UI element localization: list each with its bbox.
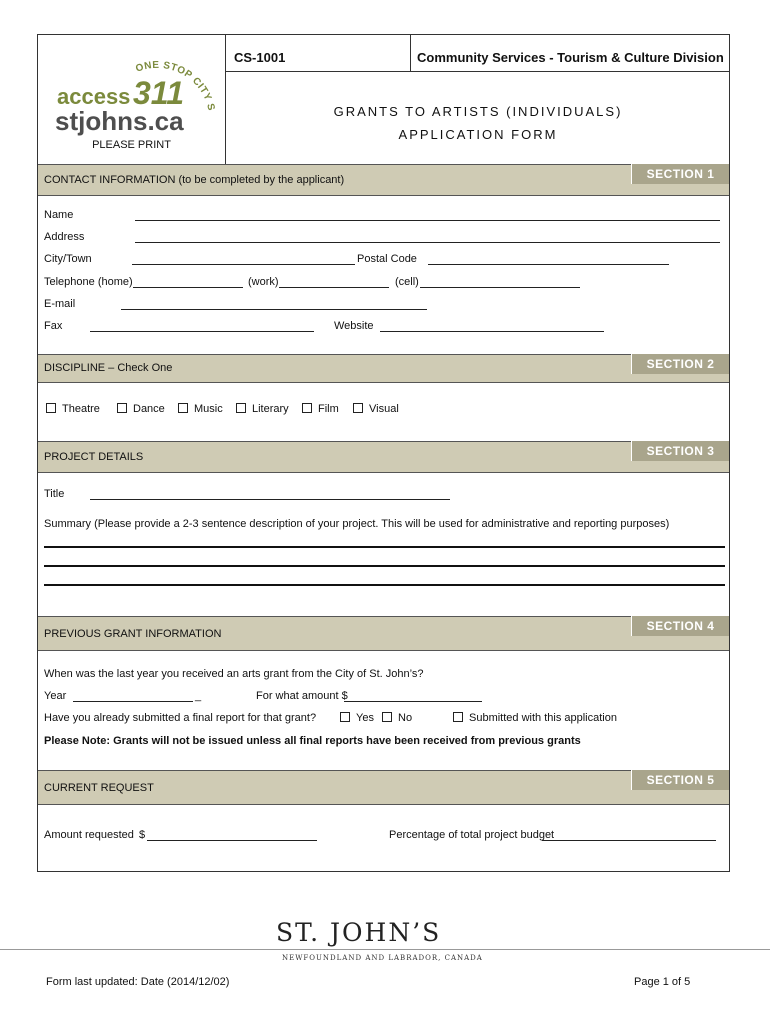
section1-tab: SECTION 1 — [631, 164, 729, 184]
logo-stjohns: stjohns.ca — [55, 106, 184, 136]
percentage-label: Percentage of total project budget — [389, 829, 555, 841]
st-johns-subtitle: NEWFOUNDLAND AND LABRADOR, CANADA — [282, 954, 483, 962]
address-label: Address — [44, 231, 85, 243]
checkbox-icon[interactable] — [453, 712, 463, 722]
tel-home-label: Telephone (home) — [44, 276, 133, 288]
discipline-theatre[interactable]: Theatre — [46, 403, 100, 415]
section4-label: PREVIOUS GRANT INFORMATION — [44, 628, 222, 640]
year-field[interactable] — [73, 701, 193, 702]
year-label: Year — [44, 690, 67, 702]
email-label: E-mail — [44, 298, 76, 310]
section1-label: CONTACT INFORMATION (to be completed by the applicant) — [44, 174, 345, 186]
section3-tab: SECTION 3 — [631, 441, 729, 461]
tel-work-field[interactable] — [279, 287, 389, 288]
section1-band — [38, 164, 729, 196]
checkbox-icon[interactable] — [353, 403, 363, 413]
final-report-submitted[interactable]: Submitted with this application — [453, 712, 617, 724]
postal-label: Postal Code — [357, 253, 417, 265]
tel-cell-field[interactable] — [420, 287, 580, 288]
please-print-note: PLEASE PRINT — [92, 139, 171, 151]
logo-access: access — [57, 84, 131, 109]
project-title-field[interactable] — [90, 499, 450, 500]
discipline-dance[interactable]: Dance — [117, 403, 165, 415]
project-title-label: Title — [44, 488, 65, 500]
section3-label: PROJECT DETAILS — [44, 451, 144, 463]
section5-band — [38, 770, 729, 805]
amount-requested-field[interactable] — [147, 840, 317, 841]
summary-line-2[interactable] — [44, 565, 725, 567]
city-field[interactable] — [132, 264, 355, 265]
city-label: City/Town — [44, 253, 92, 265]
year-field-end: _ — [195, 690, 202, 702]
section4-band — [38, 616, 729, 651]
percentage-field[interactable] — [542, 840, 716, 841]
checkbox-icon[interactable] — [178, 403, 188, 413]
amount-label: For what amount $ — [256, 690, 348, 702]
tel-work-label: (work) — [248, 276, 279, 288]
postal-field[interactable] — [428, 264, 669, 265]
amount-requested-label: Amount requested — [44, 829, 134, 841]
checkbox-icon[interactable] — [302, 403, 312, 413]
fax-label: Fax — [44, 320, 63, 332]
tel-cell-label: (cell) — [395, 276, 419, 288]
form-title — [226, 100, 730, 146]
amount-field[interactable] — [344, 701, 482, 702]
final-report-yes[interactable]: Yes — [340, 712, 374, 724]
checkbox-icon[interactable] — [236, 403, 246, 413]
final-report-no[interactable]: No — [382, 712, 412, 724]
footer-divider — [0, 949, 770, 950]
section5-label: CURRENT REQUEST — [44, 782, 154, 794]
st-johns-wordmark: ST. JOHN’S — [276, 918, 442, 947]
summary-label: Summary (Please provide a 2-3 sentence description of your project. This will be used for administrative and reporting purposes) — [44, 518, 670, 530]
form-title-line2: APPLICATION FORM — [398, 127, 558, 142]
summary-line-1[interactable] — [44, 546, 725, 548]
name-field[interactable] — [135, 220, 720, 221]
form-updated: Form last updated: Date (2014/12/02) — [46, 976, 230, 988]
section4-tab: SECTION 4 — [631, 616, 729, 636]
page-number: Page 1 of 5 — [634, 976, 691, 988]
email-field[interactable] — [121, 309, 427, 310]
checkbox-icon[interactable] — [340, 712, 350, 722]
division-name: Community Services - Tourism & Culture Division — [411, 34, 730, 72]
dollar-sign: $ — [139, 829, 146, 841]
form-code: CS-1001 — [226, 34, 411, 72]
final-report-question: Have you already submitted a final report for that grant? — [44, 712, 317, 724]
discipline-literary[interactable]: Literary — [236, 403, 289, 415]
section2-tab: SECTION 2 — [631, 354, 729, 374]
discipline-visual[interactable]: Visual — [353, 403, 399, 415]
form-title-line1: GRANTS TO ARTISTS (INDIVIDUALS) — [333, 104, 623, 119]
st-johns-logo — [276, 918, 496, 964]
section2-band — [38, 354, 729, 383]
logo-311: 311 — [133, 75, 185, 111]
checkbox-icon[interactable] — [382, 712, 392, 722]
name-label: Name — [44, 209, 74, 221]
section2-label: DISCIPLINE – Check One — [44, 362, 173, 374]
website-label: Website — [334, 320, 374, 332]
grant-note: Please Note: Grants will not be issued unless all final reports have been received from previous grants — [44, 735, 581, 747]
tel-home-field[interactable] — [133, 287, 243, 288]
fax-field[interactable] — [90, 331, 314, 332]
discipline-music[interactable]: Music — [178, 403, 223, 415]
last-grant-question: When was the last year you received an arts grant from the City of St. John’s? — [44, 668, 424, 680]
logo-slogan: ONE STOP CITY S — [134, 59, 217, 113]
checkbox-icon[interactable] — [46, 403, 56, 413]
summary-line-3[interactable] — [44, 584, 725, 586]
discipline-film[interactable]: Film — [302, 403, 339, 415]
website-field[interactable] — [380, 331, 604, 332]
address-field[interactable] — [135, 242, 720, 243]
section5-tab: SECTION 5 — [631, 770, 729, 790]
section3-band — [38, 441, 729, 473]
access311-logo-graphic — [37, 34, 226, 144]
checkbox-icon[interactable] — [117, 403, 127, 413]
